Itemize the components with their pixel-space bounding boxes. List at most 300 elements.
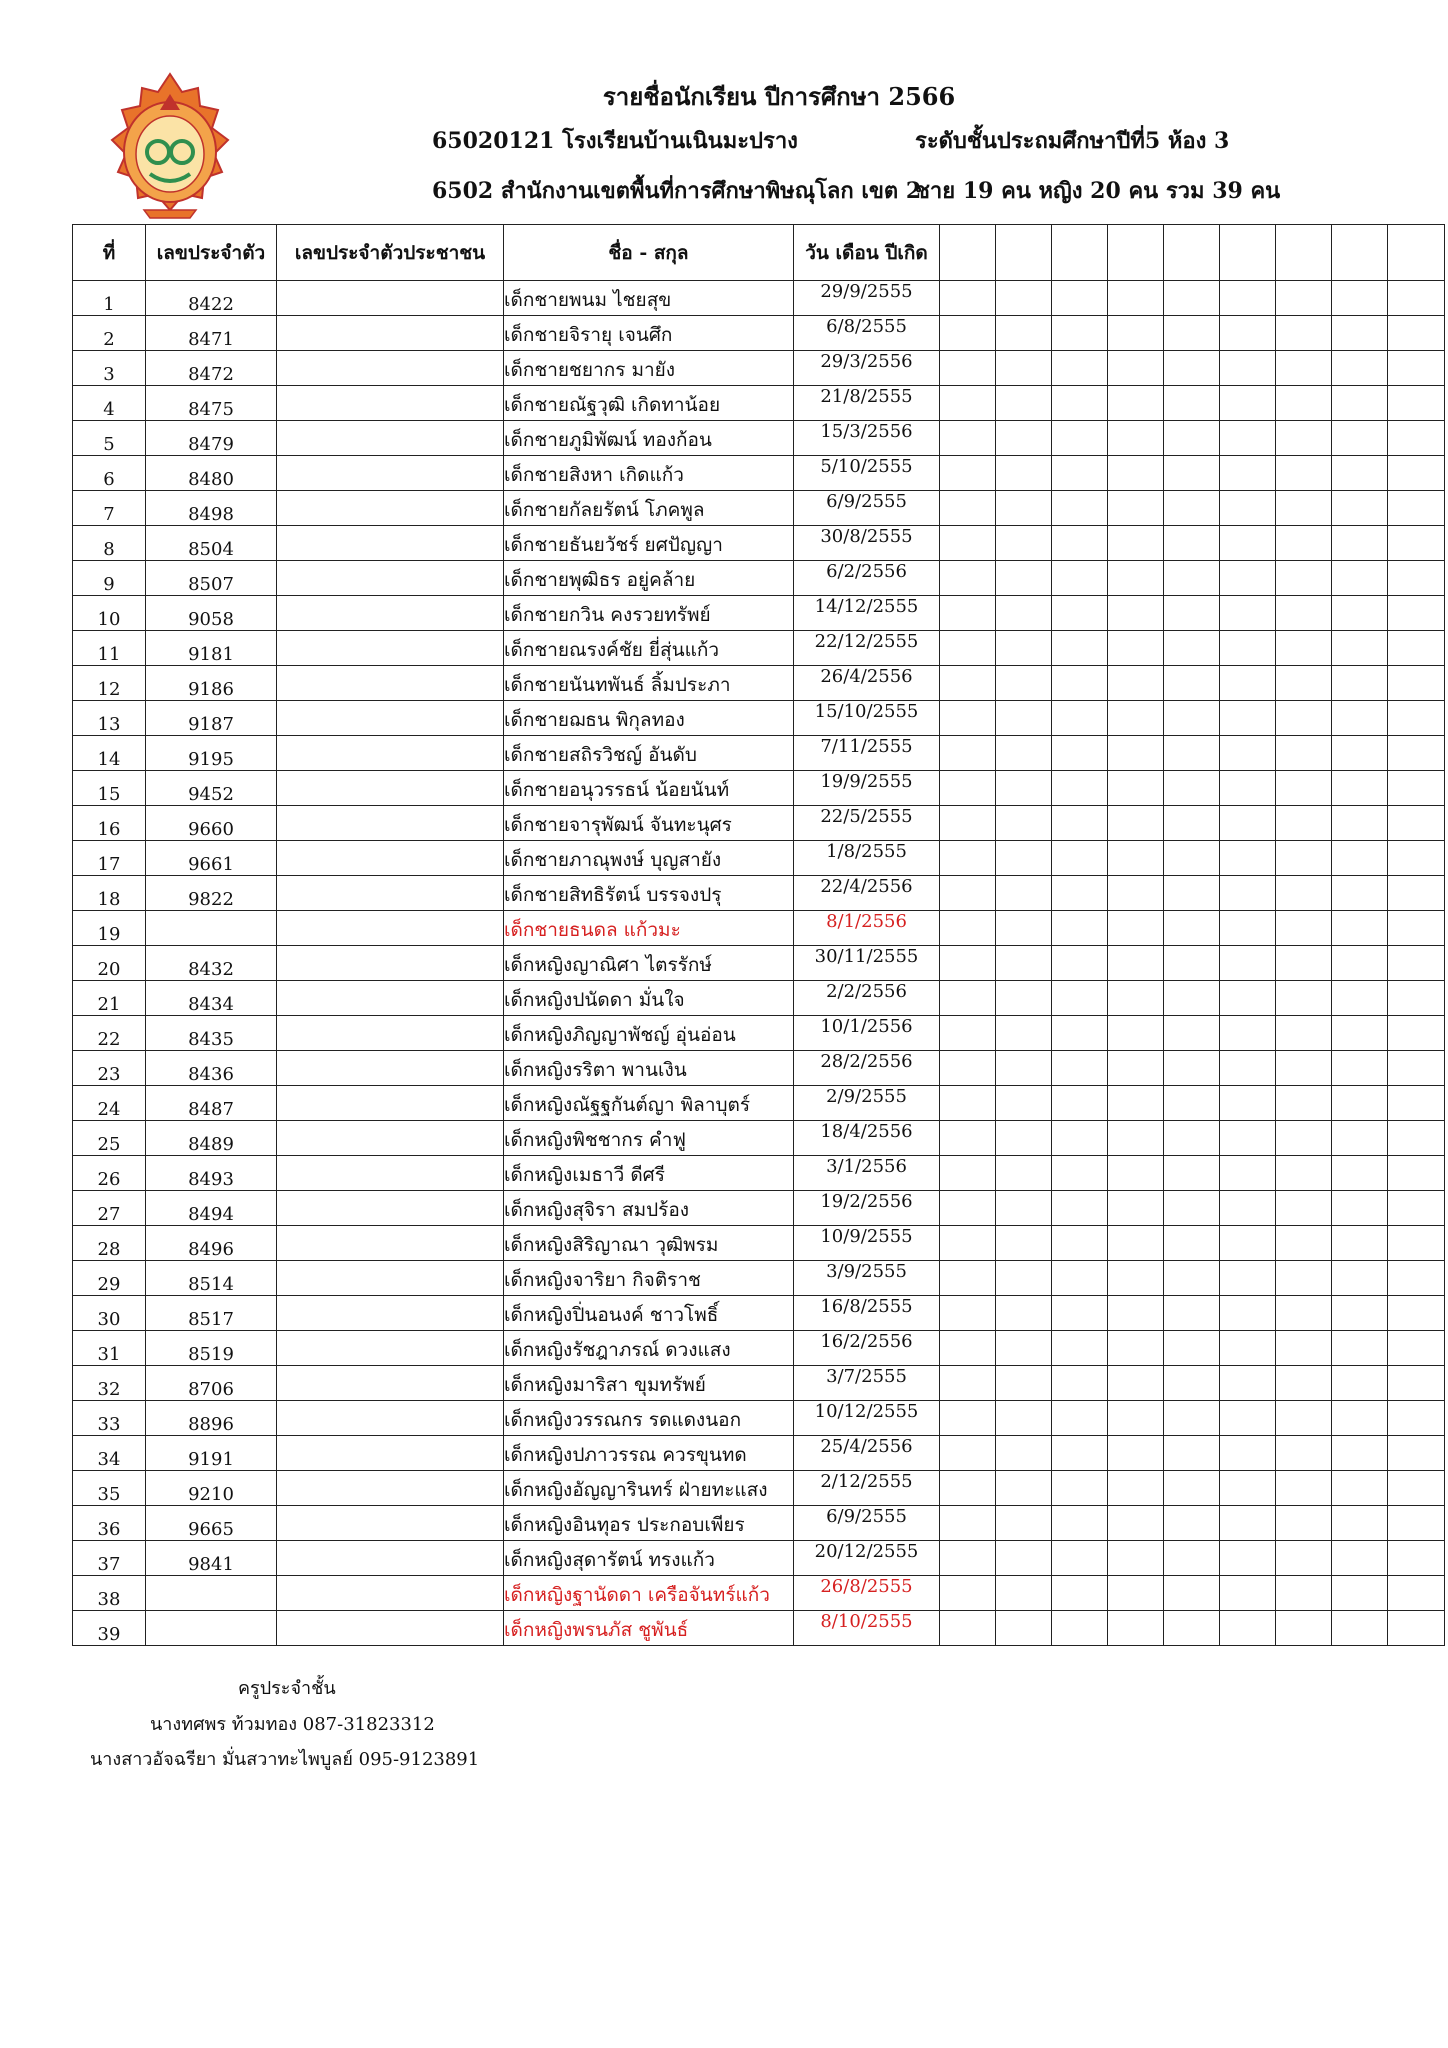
blank-cell <box>1220 1611 1276 1646</box>
table-row <box>73 1506 1445 1541</box>
table-row <box>73 1226 1445 1261</box>
blank-cell <box>1108 701 1164 736</box>
blank-cell <box>1108 596 1164 631</box>
row-national-id <box>277 386 504 421</box>
row-dob: 10/1/2556 <box>794 1016 940 1051</box>
blank-cell <box>1052 456 1108 491</box>
blank-cell <box>1108 1296 1164 1331</box>
blank-cell <box>1276 1576 1332 1611</box>
blank-cell <box>1052 876 1108 911</box>
blank-cell <box>1108 1436 1164 1471</box>
row-name: เด็กชายกวิน คงรวยทรัพย์ <box>504 596 794 631</box>
row-national-id <box>277 1156 504 1191</box>
row-dob: 30/8/2555 <box>794 526 940 561</box>
row-name: เด็กหญิงสุจิรา สมปร้อง <box>504 1191 794 1226</box>
homeroom-teacher-label: ครูประจำชั้น <box>238 1678 336 1699</box>
blank-cell <box>1108 1226 1164 1261</box>
blank-cell <box>1332 911 1388 946</box>
blank-cell <box>940 1051 996 1086</box>
row-no: 37 <box>73 1541 146 1576</box>
blank-cell <box>1276 1471 1332 1506</box>
blank-cell <box>940 1401 996 1436</box>
blank-cell <box>940 1506 996 1541</box>
blank-cell <box>1388 281 1445 316</box>
row-dob: 16/2/2556 <box>794 1331 940 1366</box>
blank-cell <box>1276 1366 1332 1401</box>
blank-cell <box>1108 1366 1164 1401</box>
blank-cell <box>996 386 1052 421</box>
table-row <box>73 841 1445 876</box>
blank-cell <box>1108 1156 1164 1191</box>
blank-cell <box>996 491 1052 526</box>
blank-cell <box>940 1471 996 1506</box>
blank-cell <box>1276 1156 1332 1191</box>
blank-cell <box>1052 596 1108 631</box>
blank-cell <box>1388 946 1445 981</box>
blank-cell <box>1052 1576 1108 1611</box>
blank-cell <box>1276 666 1332 701</box>
row-name: เด็กชายกัลยรัตน์ โภคพูล <box>504 491 794 526</box>
blank-cell <box>1164 1121 1220 1156</box>
row-no: 1 <box>73 281 146 316</box>
row-national-id <box>277 1121 504 1156</box>
row-name: เด็กชายณัฐวุฒิ เกิดทาน้อย <box>504 386 794 421</box>
blank-cell <box>1332 1436 1388 1471</box>
blank-cell <box>1164 1401 1220 1436</box>
row-name: เด็กหญิงญาณิศา ไตรรักษ์ <box>504 946 794 981</box>
blank-cell <box>1164 456 1220 491</box>
blank-cell <box>940 701 996 736</box>
blank-cell <box>996 1436 1052 1471</box>
blank-cell <box>1332 1121 1388 1156</box>
row-national-id <box>277 981 504 1016</box>
blank-cell <box>1052 1191 1108 1226</box>
row-student-id: 8493 <box>146 1156 277 1191</box>
blank-cell <box>1220 316 1276 351</box>
row-name: เด็กชายจารุพัฒน์ จันทะนุศร <box>504 806 794 841</box>
table-row <box>73 1191 1445 1226</box>
blank-cell <box>996 911 1052 946</box>
row-no: 11 <box>73 631 146 666</box>
table-row <box>73 1121 1445 1156</box>
blank-cell <box>1332 1366 1388 1401</box>
blank-cell <box>1220 526 1276 561</box>
row-national-id <box>277 526 504 561</box>
blank-cell <box>1052 1366 1108 1401</box>
blank-cell <box>1220 1506 1276 1541</box>
row-name: เด็กหญิงฐานัดดา เครือจันทร์แก้ว <box>504 1576 794 1611</box>
row-dob: 7/11/2555 <box>794 736 940 771</box>
row-dob: 6/9/2555 <box>794 1506 940 1541</box>
blank-cell <box>1052 1226 1108 1261</box>
document-title: รายชื่อนักเรียน ปีการศึกษา 2566 <box>602 82 956 111</box>
row-dob: 6/8/2555 <box>794 316 940 351</box>
row-national-id <box>277 1436 504 1471</box>
blank-cell <box>1332 281 1388 316</box>
row-no: 25 <box>73 1121 146 1156</box>
row-dob: 22/4/2556 <box>794 876 940 911</box>
blank-cell <box>1108 771 1164 806</box>
blank-cell <box>1164 876 1220 911</box>
blank-cell <box>1332 1296 1388 1331</box>
row-name: เด็กชายพนม ไชยสุข <box>504 281 794 316</box>
blank-cell <box>1388 841 1445 876</box>
blank-cell <box>1388 981 1445 1016</box>
blank-cell <box>1164 1366 1220 1401</box>
teacher-2: นางสาวอัจฉรียา มั่นสวาทะไพบูลย์ 095-9123891 <box>90 1749 480 1770</box>
row-student-id: 8514 <box>146 1261 277 1296</box>
blank-cell <box>1332 1611 1388 1646</box>
row-name: เด็กหญิงภิญญาพัชญ์ อุ่นอ่อน <box>504 1016 794 1051</box>
blank-cell <box>996 1471 1052 1506</box>
row-student-id <box>146 1576 277 1611</box>
blank-cell <box>1276 911 1332 946</box>
row-dob: 1/8/2555 <box>794 841 940 876</box>
blank-cell <box>1332 316 1388 351</box>
blank-cell <box>940 1016 996 1051</box>
blank-cell <box>1276 281 1332 316</box>
row-name: เด็กชายนันทพันธ์ ลิ้มประภา <box>504 666 794 701</box>
blank-cell <box>1164 771 1220 806</box>
blank-cell <box>1108 666 1164 701</box>
blank-cell <box>1052 1121 1108 1156</box>
blank-cell <box>1276 981 1332 1016</box>
row-name: เด็กชายสิงหา เกิดแก้ว <box>504 456 794 491</box>
blank-cell <box>1388 1436 1445 1471</box>
row-dob: 19/9/2555 <box>794 771 940 806</box>
blank-cell <box>1052 666 1108 701</box>
row-dob: 14/12/2555 <box>794 596 940 631</box>
blank-cell <box>1164 351 1220 386</box>
blank-cell <box>1220 1121 1276 1156</box>
blank-cell <box>996 1191 1052 1226</box>
row-student-id: 8475 <box>146 386 277 421</box>
blank-cell <box>1388 1471 1445 1506</box>
blank-cell <box>1052 1051 1108 1086</box>
row-no: 13 <box>73 701 146 736</box>
blank-cell <box>940 561 996 596</box>
row-student-id: 8434 <box>146 981 277 1016</box>
blank-cell <box>1108 386 1164 421</box>
row-national-id <box>277 946 504 981</box>
blank-cell <box>1332 421 1388 456</box>
blank-cell <box>996 1086 1052 1121</box>
table-row <box>73 1331 1445 1366</box>
blank-cell <box>1108 876 1164 911</box>
row-student-id: 8435 <box>146 1016 277 1051</box>
row-national-id <box>277 1226 504 1261</box>
row-national-id <box>277 1541 504 1576</box>
blank-cell <box>1276 1051 1332 1086</box>
blank-cell <box>996 1261 1052 1296</box>
blank-cell <box>1164 1086 1220 1121</box>
table-row <box>73 876 1445 911</box>
blank-cell <box>1220 1226 1276 1261</box>
row-student-id: 8422 <box>146 281 277 316</box>
blank-cell <box>1388 1506 1445 1541</box>
blank-cell <box>1332 841 1388 876</box>
blank-cell <box>1052 1331 1108 1366</box>
blank-cell <box>1108 1576 1164 1611</box>
table-row <box>73 1436 1445 1471</box>
row-national-id <box>277 1506 504 1541</box>
table-row <box>73 316 1445 351</box>
blank-cell <box>940 1541 996 1576</box>
row-name: เด็กหญิงจาริยา กิจติราช <box>504 1261 794 1296</box>
row-national-id <box>277 1051 504 1086</box>
row-name: เด็กหญิงรัชฎาภรณ์ ดวงแสง <box>504 1331 794 1366</box>
row-dob: 6/2/2556 <box>794 561 940 596</box>
blank-cell <box>1220 1156 1276 1191</box>
blank-cell <box>1388 1576 1445 1611</box>
blank-cell <box>940 491 996 526</box>
blank-cell <box>1332 1471 1388 1506</box>
blank-cell <box>996 1401 1052 1436</box>
row-dob: 26/4/2556 <box>794 666 940 701</box>
row-no: 9 <box>73 561 146 596</box>
row-no: 20 <box>73 946 146 981</box>
row-dob: 10/9/2555 <box>794 1226 940 1261</box>
blank-cell <box>1220 491 1276 526</box>
row-no: 23 <box>73 1051 146 1086</box>
blank-cell <box>1220 701 1276 736</box>
row-student-id <box>146 911 277 946</box>
blank-cell <box>1108 981 1164 1016</box>
blank-cell <box>1108 421 1164 456</box>
blank-cell <box>1276 1191 1332 1226</box>
blank-cell <box>1052 561 1108 596</box>
blank-cell <box>1164 281 1220 316</box>
blank-cell <box>1052 421 1108 456</box>
blank-cell <box>1164 421 1220 456</box>
blank-cell <box>1052 1611 1108 1646</box>
row-national-id <box>277 1471 504 1506</box>
blank-cell <box>1164 1611 1220 1646</box>
row-dob: 3/7/2555 <box>794 1366 940 1401</box>
row-national-id <box>277 806 504 841</box>
row-national-id <box>277 351 504 386</box>
row-national-id <box>277 1401 504 1436</box>
header-national-id: เลขประจำตัวประชาชน <box>277 225 504 281</box>
header-blank <box>1108 225 1164 281</box>
row-national-id <box>277 456 504 491</box>
blank-cell <box>996 771 1052 806</box>
blank-cell <box>1052 736 1108 771</box>
row-national-id <box>277 666 504 701</box>
blank-cell <box>1276 526 1332 561</box>
row-dob: 25/4/2556 <box>794 1436 940 1471</box>
blank-cell <box>940 456 996 491</box>
blank-cell <box>1220 1296 1276 1331</box>
blank-cell <box>1164 1331 1220 1366</box>
table-row <box>73 1366 1445 1401</box>
blank-cell <box>1332 1156 1388 1191</box>
blank-cell <box>940 806 996 841</box>
blank-cell <box>1052 946 1108 981</box>
blank-cell <box>1276 1226 1332 1261</box>
blank-cell <box>1052 841 1108 876</box>
row-national-id <box>277 1366 504 1401</box>
blank-cell <box>1052 1541 1108 1576</box>
table-row <box>73 806 1445 841</box>
class-level-line: ระดับชั้นประถมศึกษาปีที่5 ห้อง 3 <box>915 128 1230 154</box>
blank-cell <box>1108 316 1164 351</box>
header-blank <box>1332 225 1388 281</box>
blank-cell <box>996 1051 1052 1086</box>
row-name: เด็กชายอนุวรรธน์ น้อยนันท์ <box>504 771 794 806</box>
blank-cell <box>1220 631 1276 666</box>
blank-cell <box>1108 946 1164 981</box>
blank-cell <box>1332 1576 1388 1611</box>
row-student-id: 9187 <box>146 701 277 736</box>
blank-cell <box>1388 771 1445 806</box>
blank-cell <box>1220 421 1276 456</box>
table-row <box>73 1296 1445 1331</box>
blank-cell <box>1164 911 1220 946</box>
row-national-id <box>277 911 504 946</box>
blank-cell <box>1164 841 1220 876</box>
row-no: 4 <box>73 386 146 421</box>
blank-cell <box>1220 1051 1276 1086</box>
table-row <box>73 911 1445 946</box>
blank-cell <box>1052 1016 1108 1051</box>
blank-cell <box>1276 1261 1332 1296</box>
blank-cell <box>1052 526 1108 561</box>
blank-cell <box>940 351 996 386</box>
blank-cell <box>1332 1016 1388 1051</box>
blank-cell <box>940 736 996 771</box>
blank-cell <box>1276 876 1332 911</box>
blank-cell <box>940 631 996 666</box>
blank-cell <box>1276 316 1332 351</box>
blank-cell <box>1332 771 1388 806</box>
row-student-id: 9660 <box>146 806 277 841</box>
blank-cell <box>1388 456 1445 491</box>
blank-cell <box>1388 1366 1445 1401</box>
header-no: ที่ <box>73 225 146 281</box>
table-row <box>73 771 1445 806</box>
blank-cell <box>1332 456 1388 491</box>
row-national-id <box>277 316 504 351</box>
blank-cell <box>940 841 996 876</box>
blank-cell <box>1388 1086 1445 1121</box>
blank-cell <box>1052 806 1108 841</box>
table-row <box>73 281 1445 316</box>
row-student-id: 9191 <box>146 1436 277 1471</box>
table-row <box>73 1156 1445 1191</box>
row-no: 28 <box>73 1226 146 1261</box>
row-dob: 2/12/2555 <box>794 1471 940 1506</box>
row-name: เด็กชายณรงค์ชัย ยี่สุ่นแก้ว <box>504 631 794 666</box>
row-dob: 28/2/2556 <box>794 1051 940 1086</box>
table-row <box>73 456 1445 491</box>
row-name: เด็กหญิงอัญญารินทร์ ฝ่ายทะแสง <box>504 1471 794 1506</box>
row-student-id: 9186 <box>146 666 277 701</box>
blank-cell <box>1388 351 1445 386</box>
table-row <box>73 1051 1445 1086</box>
blank-cell <box>1108 911 1164 946</box>
table-row <box>73 526 1445 561</box>
row-name: เด็กชายภูมิพัฒน์ ทองก้อน <box>504 421 794 456</box>
blank-cell <box>1108 1471 1164 1506</box>
blank-cell <box>1108 1401 1164 1436</box>
row-no: 17 <box>73 841 146 876</box>
blank-cell <box>1164 1016 1220 1051</box>
row-student-id: 8498 <box>146 491 277 526</box>
row-dob: 30/11/2555 <box>794 946 940 981</box>
row-name: เด็กชายจิรายุ เจนศึก <box>504 316 794 351</box>
row-name: เด็กชายพุฒิธร อยู่คล้าย <box>504 561 794 596</box>
blank-cell <box>1276 1296 1332 1331</box>
table-row <box>73 1576 1445 1611</box>
blank-cell <box>1108 456 1164 491</box>
blank-cell <box>996 736 1052 771</box>
blank-cell <box>1052 316 1108 351</box>
row-student-id: 8496 <box>146 1226 277 1261</box>
table-row <box>73 1016 1445 1051</box>
row-name: เด็กชายสิทธิรัตน์ บรรจงปรุ <box>504 876 794 911</box>
blank-cell <box>1164 1261 1220 1296</box>
blank-cell <box>1108 736 1164 771</box>
row-student-id: 8479 <box>146 421 277 456</box>
blank-cell <box>940 1331 996 1366</box>
blank-cell <box>1388 561 1445 596</box>
blank-cell <box>996 1506 1052 1541</box>
blank-cell <box>1052 771 1108 806</box>
blank-cell <box>1332 526 1388 561</box>
blank-cell <box>1332 561 1388 596</box>
row-no: 18 <box>73 876 146 911</box>
table-row <box>73 596 1445 631</box>
row-national-id <box>277 561 504 596</box>
blank-cell <box>1332 1541 1388 1576</box>
blank-cell <box>1108 1086 1164 1121</box>
blank-cell <box>1388 1051 1445 1086</box>
blank-cell <box>1220 841 1276 876</box>
blank-cell <box>940 1086 996 1121</box>
row-no: 32 <box>73 1366 146 1401</box>
row-no: 35 <box>73 1471 146 1506</box>
blank-cell <box>1052 1156 1108 1191</box>
blank-cell <box>1332 736 1388 771</box>
blank-cell <box>1332 1051 1388 1086</box>
blank-cell <box>940 911 996 946</box>
blank-cell <box>1108 841 1164 876</box>
row-student-id: 8489 <box>146 1121 277 1156</box>
blank-cell <box>1108 491 1164 526</box>
blank-cell <box>1108 1191 1164 1226</box>
row-student-id: 8494 <box>146 1191 277 1226</box>
blank-cell <box>1108 561 1164 596</box>
blank-cell <box>1220 1331 1276 1366</box>
row-no: 30 <box>73 1296 146 1331</box>
blank-cell <box>1220 456 1276 491</box>
blank-cell <box>1220 1576 1276 1611</box>
blank-cell <box>1164 1156 1220 1191</box>
blank-cell <box>1276 1331 1332 1366</box>
blank-cell <box>1276 631 1332 666</box>
blank-cell <box>1052 1471 1108 1506</box>
blank-cell <box>940 1191 996 1226</box>
blank-cell <box>1388 1331 1445 1366</box>
row-name: เด็กหญิงพิชชากร คำฟู <box>504 1121 794 1156</box>
row-no: 21 <box>73 981 146 1016</box>
row-no: 5 <box>73 421 146 456</box>
row-name: เด็กหญิงสุดารัตน์ ทรงแก้ว <box>504 1541 794 1576</box>
blank-cell <box>1276 1401 1332 1436</box>
blank-cell <box>1052 491 1108 526</box>
row-name: เด็กหญิงปภาวรรณ ควรขุนทด <box>504 1436 794 1471</box>
